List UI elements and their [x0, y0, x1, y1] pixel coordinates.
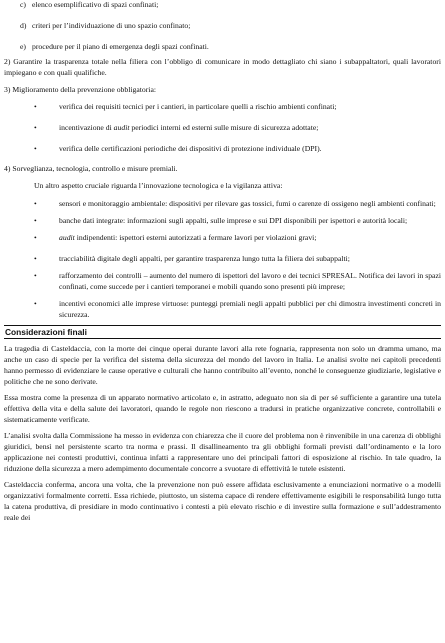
body-paragraph: La tragedia di Casteldaccia, con la morte dei cinque operai durante lavori alla rete fognaria, rappresenta non solo un dramma umano, ma anche un caso di specie per la verifica del sistema della sicurezza del mondo del lavoro in Italia. Le analisi svolte nei capitoli precedenti hanno permesso di evidenziare le cause operative e culturali che hanno contribuito all’evento, nonché le conseguenze giudiziarie, legislative e politiche che ne sono derivate. [4, 344, 441, 386]
body-paragraph: L’analisi svolta dalla Commissione ha messo in evidenza con chiarezza che il cuore del problema non è rinvenibile in una carenza di obblighi giuridici, bensì nel persistente scarto tra norma e prassi. Il disallineamento tra gli obblighi formali previsti dall’ordinamento e la loro applicazione nei contesti produttivi, continua infatti a rappresentare uno dei principali fattori di esposizione al rischio. In tale quadro, la riduzione della sicurezza a mero adempimento documentale concorre a svuotare di effettività le tutele esistenti. [4, 431, 441, 473]
bullet-text: sensori e monitoraggio ambientale: dispositivi per rilevare gas tossici, fumi o carenze di ossigeno negli ambienti confinati; [59, 199, 436, 208]
list-item-d [4, 20, 441, 31]
list-item-text: criteri per l’individuazione di uno spazio confinato; [32, 21, 191, 30]
list-marker: e) [20, 42, 26, 51]
bullet-item [4, 198, 441, 209]
bullet-icon: • [34, 233, 37, 242]
list-item-c [4, 0, 441, 10]
bullet-item [4, 253, 441, 264]
bullet-item [4, 270, 441, 292]
bullet-text: periodici interni ed esterni sulle misure di sicurezza adottate; [129, 123, 319, 132]
bullet-item [4, 232, 441, 243]
list-marker: c) [20, 0, 26, 9]
bullet-text: incentivazione di [59, 123, 114, 132]
bullet-text: indipendenti: ispettori esterni autorizzati a fermare lavori per violazioni gravi; [74, 233, 317, 242]
bullet-icon: • [34, 199, 37, 208]
bullet-icon: • [34, 299, 37, 308]
bullet-icon: • [34, 254, 37, 263]
bullet-text: verifica delle certificazioni periodiche dei dispositivi di protezione individuale (DPI). [59, 144, 322, 153]
bullet-icon: • [34, 123, 37, 132]
bullet-icon: • [34, 216, 37, 225]
list-item-text: procedure per il piano di emergenza degli spazi confinati. [32, 42, 209, 51]
bullet-text: rafforzamento dei controlli – aumento del numero di ispettori del lavoro e dei tecnici SPRESAL. Notifica dei lavori in spazi confinati, come succede per i cantieri temporanei e mobili quando sono presenti più imprese; [59, 271, 441, 291]
bullet-item [4, 298, 441, 320]
list-item-text: elenco esemplificativo di spazi confinati; [32, 0, 159, 9]
bullet-item [4, 101, 441, 112]
bullet-text: tracciabilità digitale degli appalti, per garantire trasparenza lungo tutta la filiera dei subappalti; [59, 254, 350, 263]
point-4-heading: 4) Sorveglianza, tecnologia, controllo e misure premiali. [4, 164, 178, 173]
point-3-heading: 3) Miglioramento della prevenzione obbligatoria: [4, 85, 156, 94]
bullet-emphasis: audit [59, 233, 75, 242]
bullet-text: incentivi economici alle imprese virtuose: punteggi premiali negli appalti pubblici per chi dimostra investimenti concreti in sicurezza. [59, 299, 441, 319]
list-marker: d) [20, 21, 27, 30]
section-heading: Considerazioni finali [4, 325, 441, 339]
bullet-icon: • [34, 102, 37, 111]
body-paragraph: Casteldaccia conferma, ancora una volta, che la prevenzione non può essere affidata esclusivamente a enunciazioni normative o a modelli organizzativi formalmente corretti. Essa richiede, piuttosto, un sistema capace di rendere effettivamente esigibili le responsabilità lungo tutta la catena produttiva, di presidiare in modo continuativo i contesti a più elevato rischio e di investire sulla formazione e sull’addestramento reale dei [4, 480, 441, 522]
body-paragraph: Essa mostra come la presenza di un apparato normativo articolato e, in astratto, adeguato non sia di per sé sufficiente a garantire una tutela effettiva della vita e della salute dei lavoratori, quando le regole non riescono a tradursi in pratiche organizzative concrete, controllabili e sistematicamente verificate. [4, 393, 441, 424]
bullet-emphasis: audit [113, 123, 130, 132]
point-4-intro: Un altro aspetto cruciale riguarda l’innovazione tecnologica e la vigilanza attiva: [34, 181, 283, 190]
bullet-item [4, 122, 441, 133]
list-item-e [4, 41, 441, 52]
bullet-item [4, 143, 441, 154]
bullet-icon: • [34, 271, 37, 280]
bullet-item [4, 215, 441, 226]
bullet-icon: • [34, 144, 37, 153]
point-2-text: 2) Garantire la trasparenza totale nella filiera con l’obbligo di comunicare in modo dettagliato chi siano i subappaltatori, quali lavoratori impiegano e con quali qualifiche. [4, 57, 441, 77]
bullet-text: verifica dei requisiti tecnici per i cantieri, in particolare quelli a rischio ambienti confinati; [59, 102, 337, 111]
bullet-text: banche dati integrate: informazioni sugli appalti, sulle imprese e sui DPI disponibili per ispettori e autorità locali; [59, 216, 408, 225]
document-page [4, 0, 441, 523]
